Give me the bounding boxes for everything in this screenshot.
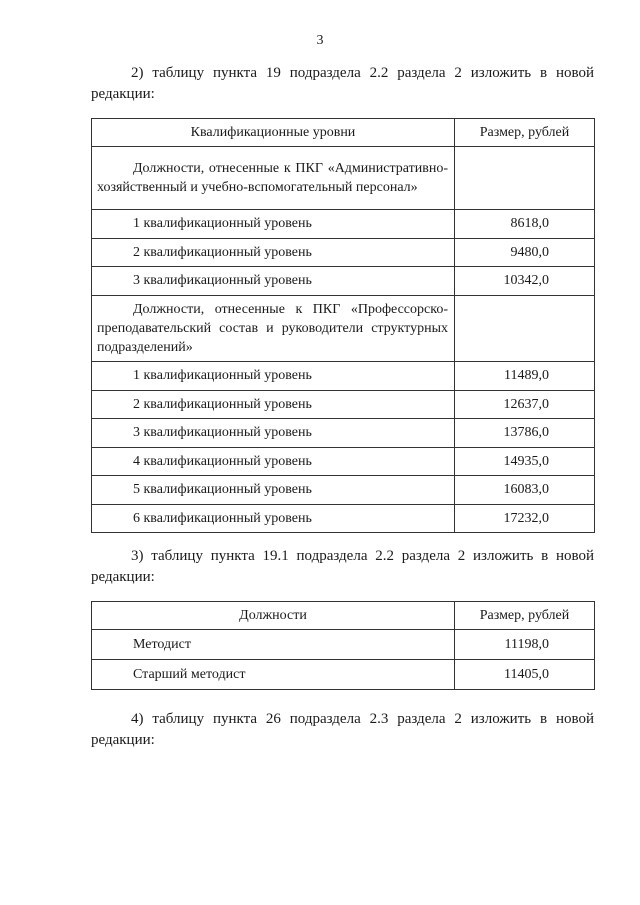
table-row <box>92 448 595 476</box>
amount-cell: 8618,0 <box>455 210 595 239</box>
table-row <box>92 660 595 690</box>
amount-cell: 13786,0 <box>455 419 595 448</box>
empty-cell <box>455 296 595 362</box>
level-cell: 2 квалификационный уровень <box>92 239 455 267</box>
header-positions: Должности <box>92 602 455 630</box>
paragraph-item-3 <box>91 546 594 588</box>
positions-table <box>91 601 595 690</box>
table-row <box>92 391 595 419</box>
header-amount: Размер, рублей <box>455 602 595 630</box>
amount-cell: 16083,0 <box>455 476 595 505</box>
table-row <box>92 630 595 660</box>
paragraph-item-4-text: 4) таблицу пункта 26 подраздела 2.3 раздела 2 изложить в новой редакции: <box>91 711 594 748</box>
paragraph-item-3-text: 3) таблицу пункта 19.1 подраздела 2.2 раздела 2 изложить в новой редакции: <box>91 548 594 585</box>
group-title-teaching-staff: Должности, отнесенные к ПКГ «Профессорско-преподавательский состав и руководители структурных подразделений» <box>92 296 455 362</box>
table-row <box>92 476 595 505</box>
level-cell: 4 квалификационный уровень <box>92 448 455 476</box>
position-cell: Методист <box>92 630 455 660</box>
amount-cell: 17232,0 <box>455 505 595 533</box>
table-header-row <box>92 119 595 147</box>
table-row <box>92 362 595 391</box>
table-row <box>92 505 595 533</box>
amount-cell: 11489,0 <box>455 362 595 391</box>
header-qualification-levels: Квалификационные уровни <box>92 119 455 147</box>
table-row <box>92 239 595 267</box>
amount-cell: 11198,0 <box>455 630 595 660</box>
amount-cell: 12637,0 <box>455 391 595 419</box>
level-cell: 1 квалификационный уровень <box>92 362 455 391</box>
amount-cell: 14935,0 <box>455 448 595 476</box>
table-row <box>92 267 595 296</box>
amount-cell: 11405,0 <box>455 660 595 690</box>
level-cell: 3 квалификационный уровень <box>92 267 455 296</box>
table-header-row <box>92 602 595 630</box>
group-title-admin-staff: Должности, отнесенные к ПКГ «Административно-хозяйственный и учебно-вспомогательный персонал» <box>92 147 455 210</box>
level-cell: 3 квалификационный уровень <box>92 419 455 448</box>
level-cell: 1 квалификационный уровень <box>92 210 455 239</box>
group-row <box>92 296 595 362</box>
table-row <box>92 210 595 239</box>
level-cell: 5 квалификационный уровень <box>92 476 455 505</box>
empty-cell <box>455 147 595 210</box>
group-row <box>92 147 595 210</box>
table-row <box>92 419 595 448</box>
paragraph-item-2 <box>91 63 594 105</box>
amount-cell: 9480,0 <box>455 239 595 267</box>
amount-cell: 10342,0 <box>455 267 595 296</box>
level-cell: 6 квалификационный уровень <box>92 505 455 533</box>
level-cell: 2 квалификационный уровень <box>92 391 455 419</box>
qualification-levels-table <box>91 118 595 533</box>
paragraph-item-2-text: 2) таблицу пункта 19 подраздела 2.2 раздела 2 изложить в новой редакции: <box>91 65 594 102</box>
header-amount: Размер, рублей <box>455 119 595 147</box>
position-cell: Старший методист <box>92 660 455 690</box>
paragraph-item-4 <box>91 709 594 751</box>
page-number: 3 <box>316 33 324 48</box>
